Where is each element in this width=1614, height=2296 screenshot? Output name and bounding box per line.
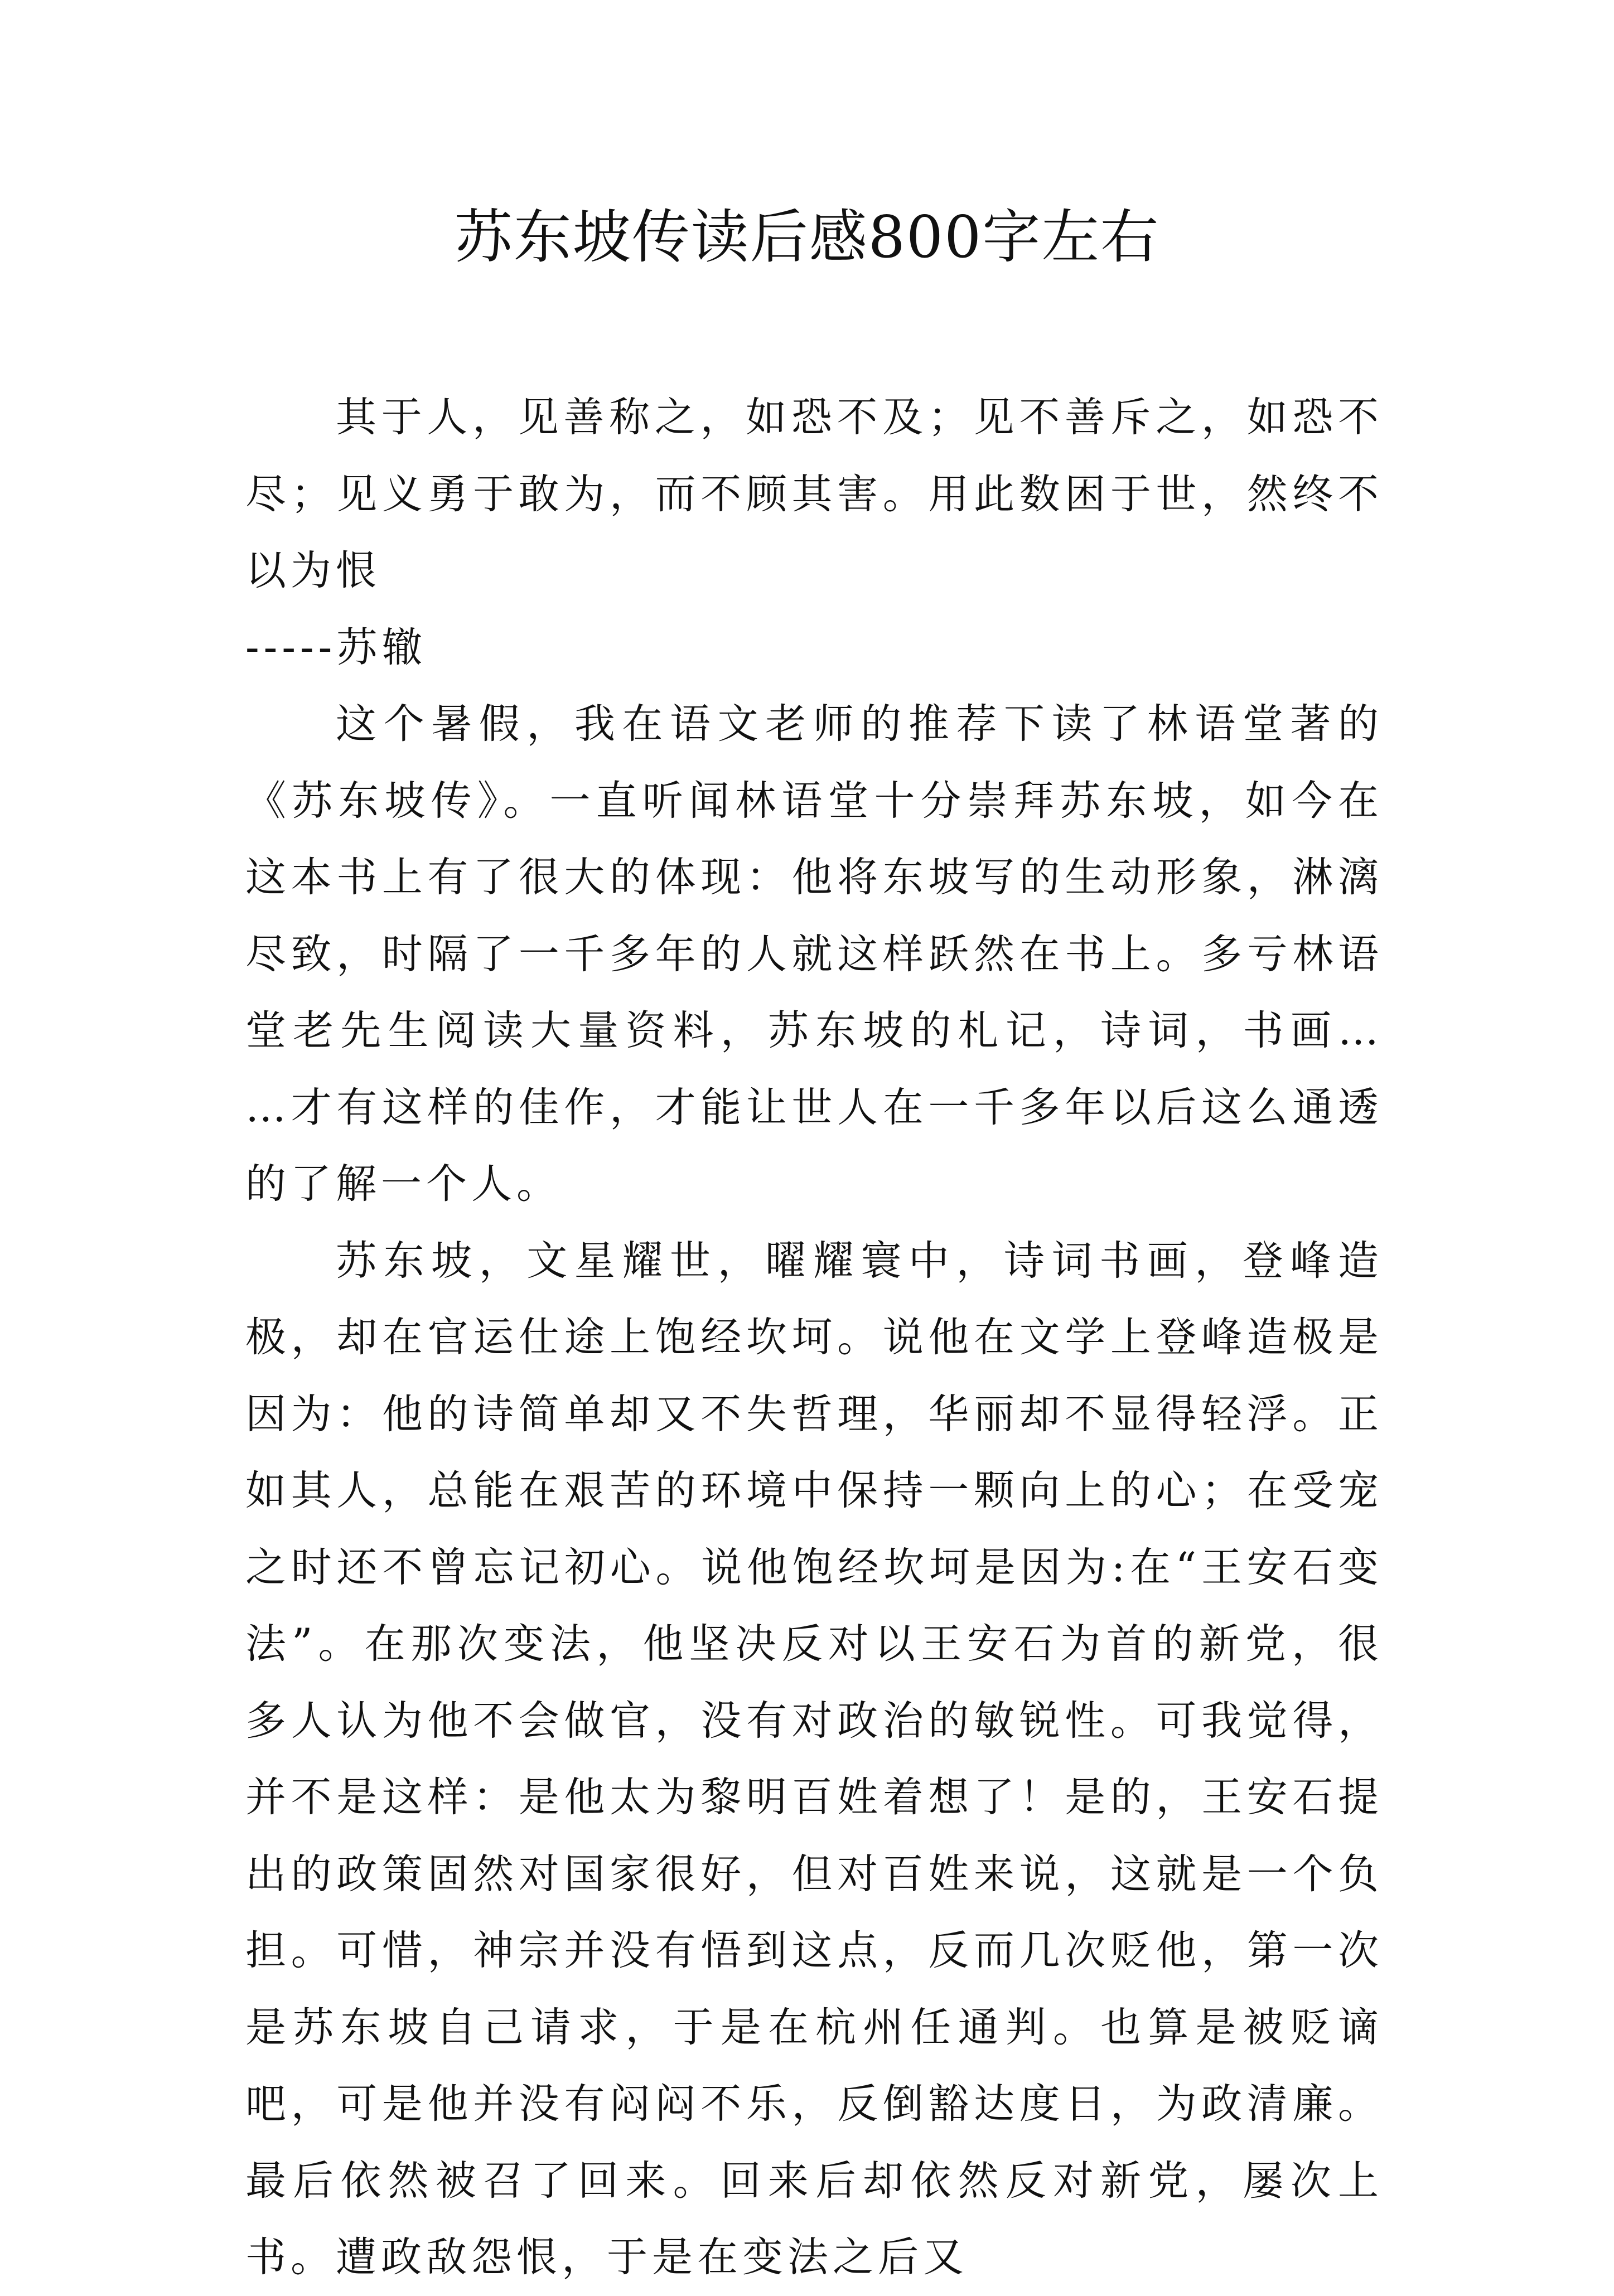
body-paragraph: 苏东坡，文星耀世，曜耀寰中，诗词书画，登峰造极，却在官运仕途上饱经坎坷。说他在文学上登峰造极是因为：他的诗简单却又不失哲理，华丽却不显得轻浮。正如其人，总能在艰苦的环境中保持一颗向上的心；在受宠之时还不曾忘记初心。说他饱经坎坷是因为:在“王安石变法”。在那次变法，他坚决反对以王安石为首的新党，很多人认为他不会做官，没有对政治的敏锐性。可我觉得，并不是这样：是他太为黎明百姓着想了！是的，王安石提出的政策固然对国家很好，但对百姓来说，这就是一个负担。可惜，神宗并没有悟到这点，反而几次贬他，第一次是苏东坡自己请求，于是在杭州任通判。也算是被贬谪吧，可是他并没有闷闷不乐，反倒豁达度日，为政清廉。最后依然被召了回来。回来后却依然反对新党，屡次上书。遭政敌怨恨，于是在变法之后又: [245, 1237, 1383, 2281]
quote-attribution: -----苏辙: [245, 623, 427, 671]
page-title: 苏东坡传读后感800字左右: [454, 203, 1160, 271]
body-paragraph: 这个暑假，我在语文老师的推荐下读了林语堂著的《苏东坡传》。一直听闻林语堂十分崇拜苏东坡，如今在这本书上有了很大的体现：他将东坡写的生动形象，淋漓尽致，时隔了一千多年的人就这样跃然在书上。多亏林语堂老先生阅读大量资料，苏东坡的札记，诗词，书画… …才有这样的佳作，才能让世人在一千多年以后这么通透的了解一个人。: [245, 700, 1383, 1208]
quote-paragraph: 其于人，见善称之，如恐不及；见不善斥之，如恐不尽；见义勇于敢为，而不顾其害。用此数困于世，然终不以为恨: [245, 394, 1383, 594]
document-body: [245, 379, 1383, 2296]
